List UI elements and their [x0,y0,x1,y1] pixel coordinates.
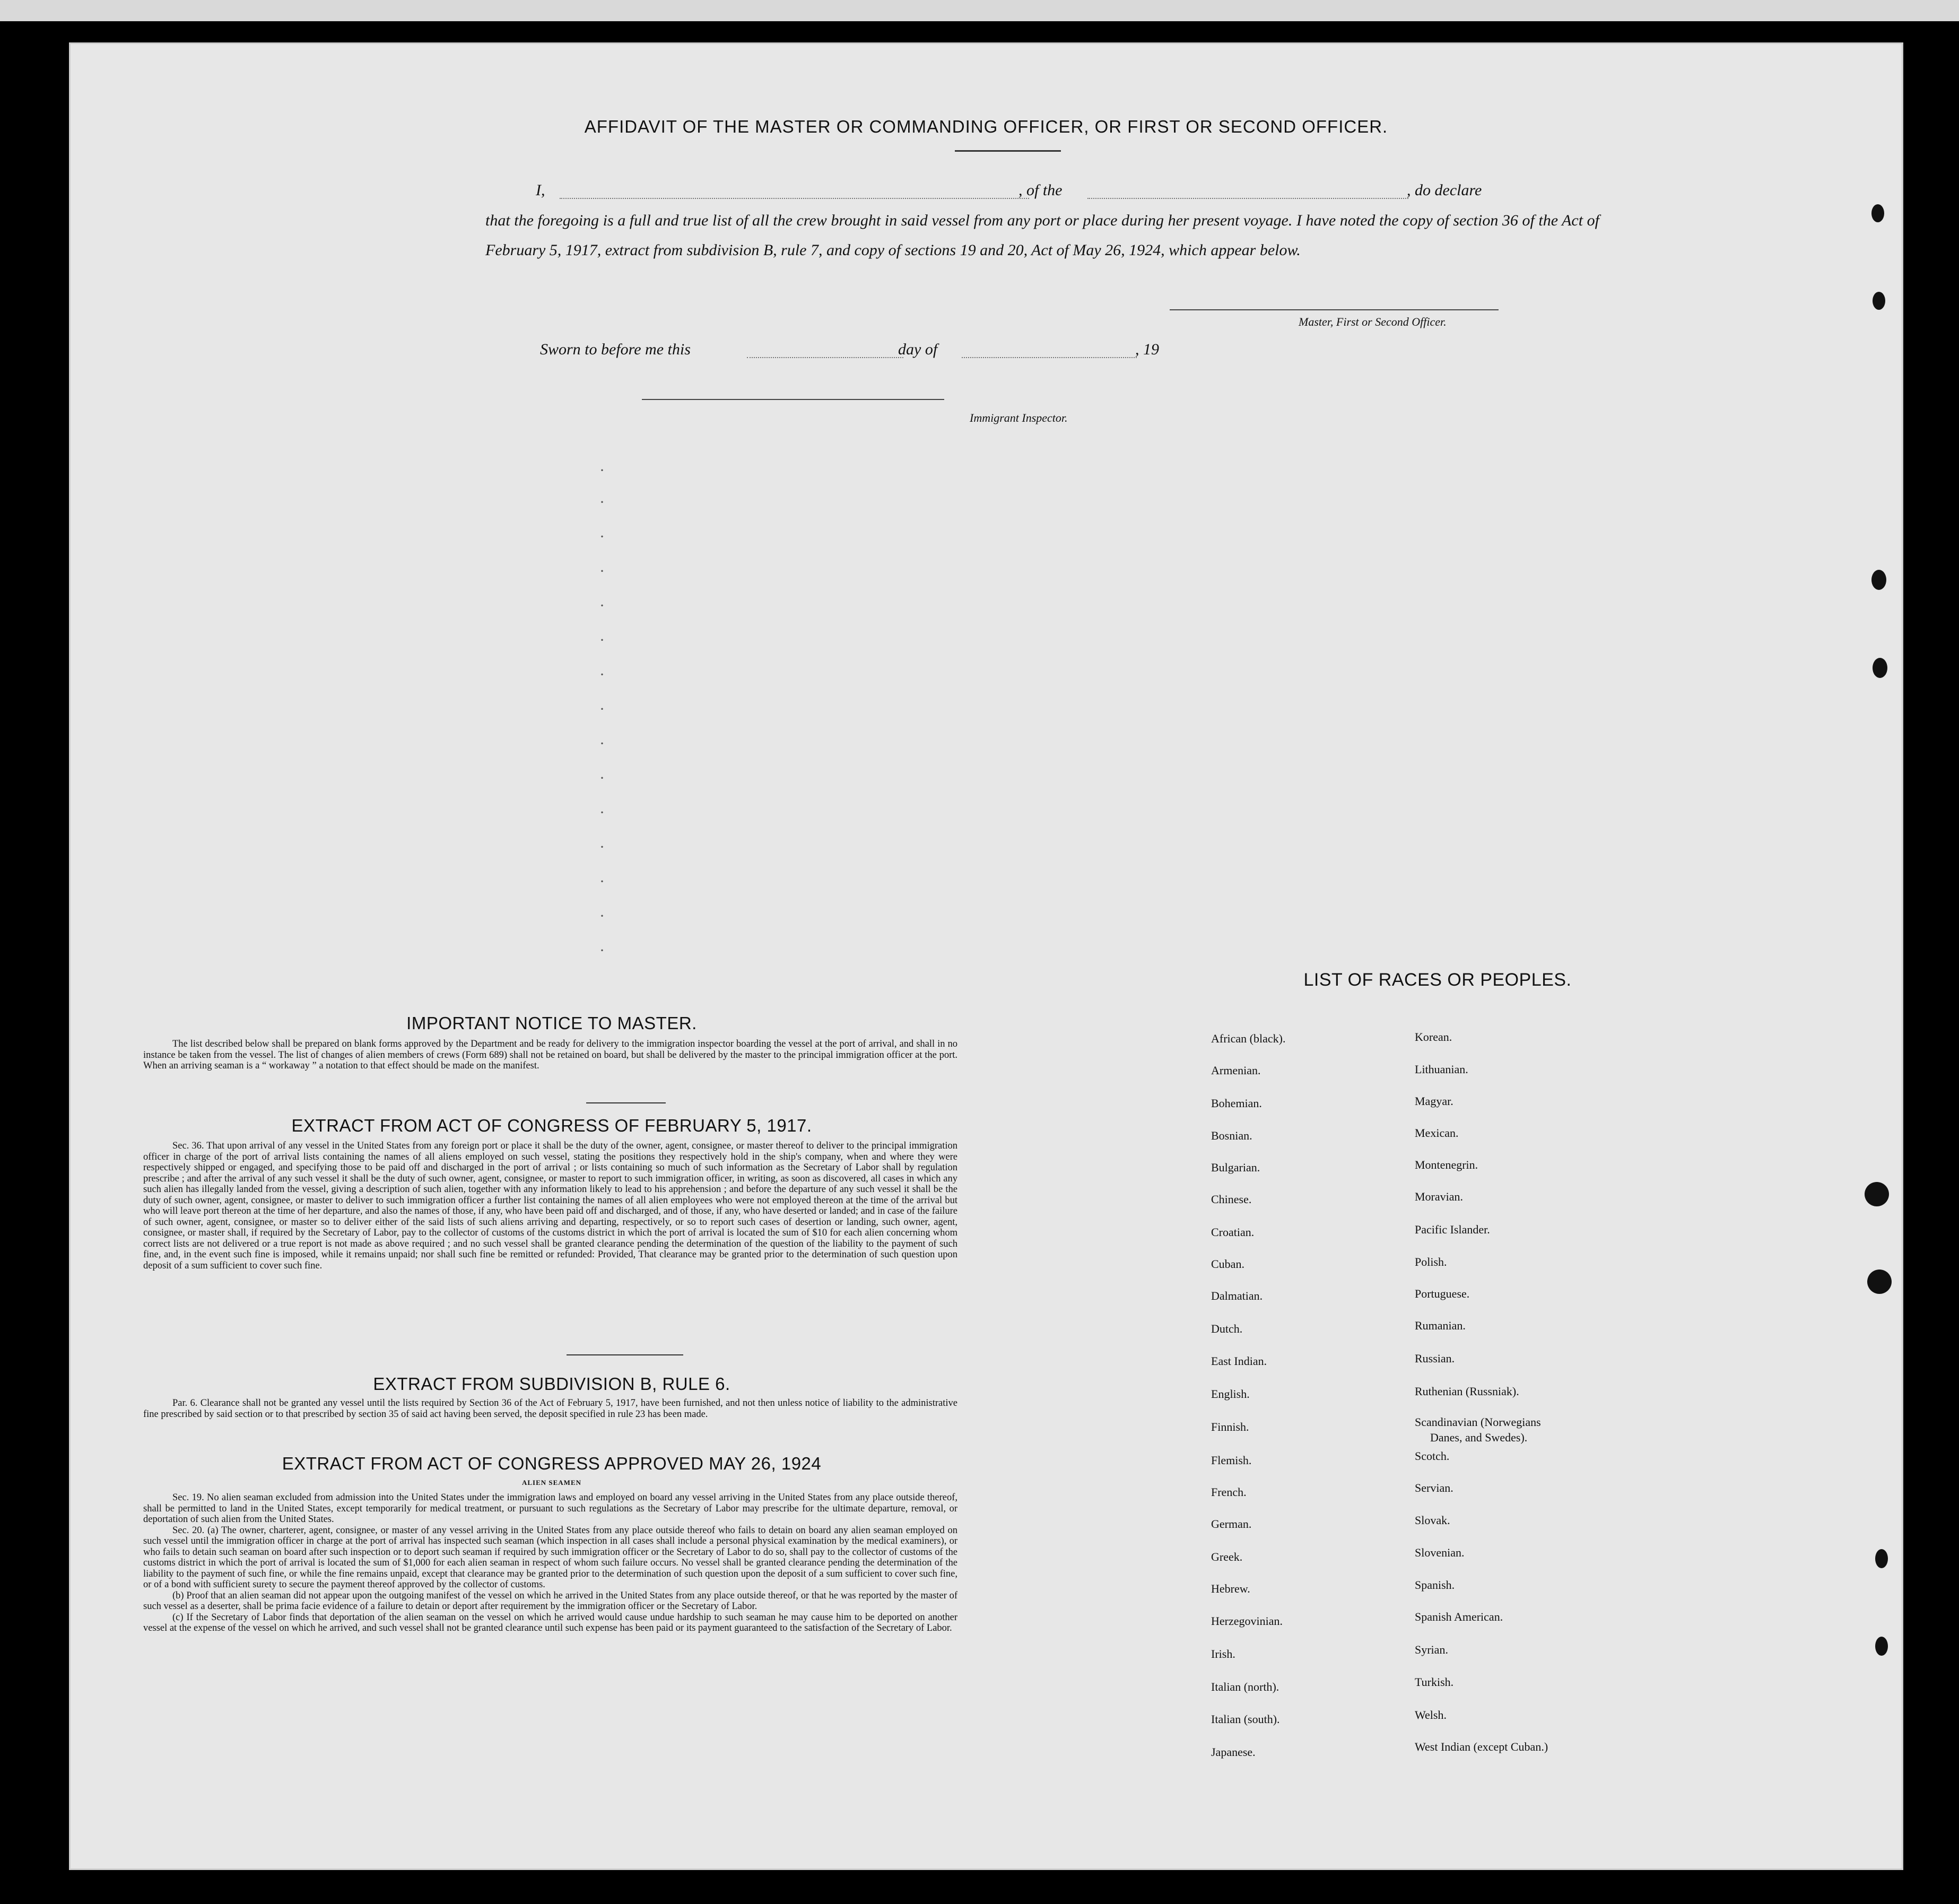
sec-20c-text: (c) If the Secretary of Labor finds that deportation of the alien seaman on the vessel on which he arrived would cause undue hardship to such seaman he may cause him to be deported on another vessel at the expense of the vessel on which he arrived, and such vessel shall not be granted clearance until such expense has been paid or its payment guaranteed to the satisfaction of the Secretary of Labor. [143,1612,957,1633]
affidavit-i: I, [536,181,545,199]
master-label: Master, First or Second Officer. [1299,315,1447,328]
master-signature-line [1170,309,1499,310]
divider-1 [586,1102,666,1103]
race-item: Polish. [1415,1255,1447,1268]
binder-hole [1875,1637,1888,1656]
race-item: African (black). [1211,1032,1286,1045]
top-scan-strip [0,0,1959,21]
race-scandinavian-cont: Danes, and Swedes). [1430,1431,1528,1444]
race-item: Welsh. [1415,1708,1447,1722]
sec-19-text: Sec. 19. No alien seaman excluded from admission into the United States under the immigration laws and employed on board any vessel arriving in the United States from any place outside thereof, shall be permitted to land in the United States, except temporarily for medical treatment, or pursuant to such regulations as the Secretary of Labor may prescribe for the ultimate departure, removal, or deportation of such alien from the United States. [143,1492,957,1525]
race-item: Greek. [1211,1550,1243,1563]
race-item: Ruthenian (Russniak). [1415,1385,1519,1398]
vessel-blank [1087,198,1408,199]
race-item: Spanish. [1415,1578,1455,1592]
binder-hole [1873,658,1887,678]
race-item: Bohemian. [1211,1097,1262,1110]
race-item: Scotch. [1415,1449,1450,1463]
affidavit-title: AFFIDAVIT OF THE MASTER OR COMMANDING OFFICER, OR FIRST OR SECOND OFFICER. [584,117,1388,136]
affidavit-of-the: , of the [1018,181,1063,199]
document-page: AFFIDAVIT OF THE MASTER OR COMMANDING OFFICER, OR FIRST OR SECOND OFFICER. I, , of the , do declare that the foregoing is a full and true list of all the crew brought in said vessel from any port or place during her present voyage. I have noted the copy of section 36 of the Act of February 5, 1917, extract from subdivision B, rule 7, and copy of sections 19 and 20, Act of May 26, 1924, which appear below. Master, First or Second Officer. Sworn to before me this day of , 19 Immigrant Inspector. · · · · · · · · · · · · · · · IMPORTANT NOTICE TO MASTER. The list described below shall be prepared on blank forms approved by the Department and be ready for delivery to the immigration inspector boarding the vessel at the port of arrival, and shall in no instance be taken from the vessel. The list of changes of alien members of crews (Form 689) shall not be retained on board, but shall be delivered by the master to the principal immigration officer at the port. When an arriving seaman is a “ workaway ” a notation to that effect should be made on the manifest. EXTRACT FROM ACT OF CONGRESS OF FEBRUARY 5, 1917. Sec. 36. That upon arrival of any vessel in the United States from any foreign port or place it shall be the duty of the owner, agent, consignee, or master thereof to deliver to the principal immigration officer in charge of the port of arrival lists containing the names of all aliens employed on such vessel, stating the positions they respectively hold in the ship's company, when and where they were respectively shipped or engaged, and specifying those to be paid off and discharged in the port of arrival ; or lists containing so much of such information as the Secretary of Labor shall by regulation prescribe ; and after the arrival of any such vessel it shall be the duty of such owner, agent, consignee, or master to report to such immigration officer, in writing, as soon as discovered, all cases in which any such alien has illegally landed from the vessel, giving a description of such alien, together with any information likely to lead to his apprehension ; and before the departure of any such vessel it shall be the duty of such owner, agent, consignee, or master to deliver to such immigration officer a further list containing the names of all alien employees who were not employed thereon at the time of the arrival but who will leave port thereon at the time of her departure, and also the names of those, if any, who have been paid off and discharged, and of those, if any, who have deserted or landed; and in case of the failure of such owner, agent, consignee, or master so to deliver either of the said lists of such aliens arriving and departing, respectively, or so to report such cases of desertion or landing, such owner, agent, consignee, or master shall, if required by the Secretary of Labor, pay to the collector of customs of the customs district in which the port of arrival is located the sum of $10 for each alien concerning whom correct lists are not delivered or a true report is not made as above required ; and no such vessel shall be granted clearance pending the determination of the question of the liability to the payment of such fine, and, in the event such fine is imposed, while it remains unpaid; nor shall such fine be remitted or refunded: Provided, That clearance may be granted prior to the determination of such question upon deposit of a sum sufficient to cover such fine. EXTRACT FROM SUBDIVISION B, RULE 6. Par. 6. Clearance shall not be granted any vessel until the lists required by Section 36 of the Act of February 5, 1917, have been furnished, and not then unless notice of liability to the administrative fine prescribed by said section or to that prescribed by section 35 of said act having been served, the deposit specified in rule 23 has been made. EXTRACT FROM ACT OF CONGRESS APPROVED MAY 26, 1924 ALIEN SEAMEN Sec. 19. No alien seaman excluded from admission into the United States under the immigration laws and employed on board any vessel arriving in the United States from any place outside thereof, shall be permitted to land in the United States, except temporarily for medical treatment, or pursuant to such regulations as the Secretary of Labor may prescribe for the ultimate departure, removal, or deportation of such alien from the United States. Sec. 20. (a) The owner, charterer, agent, consignee, or master of any vessel arriving in the United States from any place outside thereof who fails to detain on board any alien seaman employed on such vessel until the immigration officer in charge at the port of arrival has inspected such seaman (which inspection in all cases shall include a personal physical examination by the medical examiners), or who fails to detain such seaman on board after such inspection or to deport such seaman if required by such immigration officer or the Secretary of Labor to do so, shall pay to the collector of customs of the customs district in which the port of arrival is located the sum of $1,000 for each alien seaman in respect of whom such failure occurs. No vessel shall be granted clearance pending the determination of the liability to the payment of such fine, or while the fine remains unpaid, except that clearance may be granted prior to the determination of such question upon the deposit of a sum sufficient to cover such fine, or of a bond with sufficient surety to secure the payment thereof approved by the collector of customs. (b) Proof that an alien seaman did not appear upon the outgoing manifest of the vessel on which he arrived in the United States from any place outside thereof, or that he was reported by the master of such vessel as a deserter, shall be prima facie evidence of a failure to detain or deport after requirement by the immigration officer or the Secretary of Labor. (c) If the Secretary of Labor finds that deportation of the alien seaman on the vessel on which he arrived would cause undue hardship to such seaman he may cause him to be deported on another vessel at the expense of the vessel on which he arrived, and such vessel shall not be granted clearance until such expense has been paid or its payment guaranteed to the satisfaction of the Secretary of Labor. LIST OF RACES OR PEOPLES. African (black). Armenian. Bohemian. Bosnian. Bulgarian. Chinese. Croatian. Cuban. Dalmatian. Dutch. East Indian. English. Finnish. Flemish. French. German. Greek. Hebrew. Herzegovinian. Irish. Italian (north). Italian (south). Japanese. Korean. Lithuanian. Magyar. Mexican. Montenegrin. Moravian. Pacific Islander. Polish. Portuguese. Rumanian. Russian. Ruthenian (Russniak). Scandinavian (Norwegians Scotch. Servian. Slovak. Slovenian. Spanish. Spanish American. Syrian. Turkish. Welsh. West Indian (except Cuban.) Danes, and Swedes). [69,42,1903,1870]
race-item: Moravian. [1415,1190,1464,1203]
rule6-text: Par. 6. Clearance shall not be granted any vessel until the lists required by Section 36 of the Act of February 5, 1917, have been furnished, and not then unless notice of liability to the administrative fine prescribed by said section or to that prescribed by section 35 of said act having been served, the deposit specified in rule 23 has been made. [143,1398,957,1420]
title-divider [955,150,1061,152]
race-item: Bulgarian. [1211,1161,1260,1174]
race-item: English. [1211,1387,1250,1401]
day-of-label: day of [898,341,938,358]
race-item: Finnish. [1211,1420,1249,1433]
race-item: Cuban. [1211,1257,1244,1271]
sec-20b-text: (b) Proof that an alien seaman did not appear upon the outgoing manifest of the vessel on which he arrived in the United States from any place outside thereof, or that he was reported by the master of such vessel as a deserter, shall be prima facie evidence of a failure to detain or deport after requirement by the immigration officer or the Secretary of Labor. [143,1590,957,1612]
race-item: Russian. [1415,1352,1455,1365]
race-item: Mexican. [1415,1126,1459,1140]
race-item: German. [1211,1517,1252,1531]
race-item: Herzegovinian. [1211,1614,1283,1628]
race-item: Pacific Islander. [1415,1223,1490,1236]
rule6-title: EXTRACT FROM SUBDIVISION B, RULE 6. [373,1374,730,1394]
affidavit-body: that the foregoing is a full and true list of all the crew brought in said vessel from any port or place during her present voyage. I have noted the copy of section 36 of the Act of February 5, 1917, extract from subdivision B, rule 7, and copy of sections 19 and 20, Act of May 26, 1924, which appear below. [485,212,1599,259]
inspector-label: Immigrant Inspector. [970,411,1068,424]
notice-text: The list described below shall be prepared on blank forms approved by the Department and be ready for delivery to the immigration inspector boarding the vessel at the port of arrival, and shall in no instance be taken from the vessel. The list of changes of alien members of crews (Form 689) shall not be retained on board, but shall be delivered by the master to the principal immigration officer at the port. When an arriving seaman is a “ workaway ” a notation to that effect should be made on the manifest. [143,1039,957,1071]
race-item: Slovak. [1415,1514,1450,1527]
sec-20a-text: Sec. 20. (a) The owner, charterer, agent, consignee, or master of any vessel arriving in the United States from any place outside thereof who fails to detain on board any alien seaman employed on such vessel until the immigration officer in charge at the port of arrival has inspected such seaman (which inspection in all cases shall include a personal physical examination by the medical examiners), or who fails to detain such seaman on board after such inspection or to deport such seaman if required by such immigration officer or the Secretary of Labor to do so, shall pay to the collector of customs of the customs district in which the port of arrival is located the sum of $1,000 for each alien seaman in respect of whom such failure occurs. No vessel shall be granted clearance pending the determination of the liability to the payment of such fine, or while the fine remains unpaid, except that clearance may be granted prior to the determination of such question upon the deposit of a sum sufficient to cover such fine, or of a bond with sufficient surety to secure the payment thereof approved by the collector of customs. [143,1525,957,1590]
race-item: Dalmatian. [1211,1289,1263,1302]
race-item: Irish. [1211,1647,1235,1660]
inspector-signature-line [642,399,944,400]
race-item: Rumanian. [1415,1319,1466,1332]
sworn-label: Sworn to before me this [540,341,691,358]
race-item: Montenegrin. [1415,1158,1478,1171]
affidavit-declare: , do declare [1407,181,1482,199]
race-item: Servian. [1415,1481,1453,1494]
race-item: Armenian. [1211,1064,1261,1077]
race-item: Italian (north). [1211,1680,1279,1693]
race-item: Korean. [1415,1030,1452,1044]
race-item: Italian (south). [1211,1712,1280,1726]
race-item: Syrian. [1415,1643,1448,1656]
notice-title: IMPORTANT NOTICE TO MASTER. [406,1013,697,1033]
binder-hole [1867,1270,1892,1294]
extract-1924-body [143,1492,957,1634]
race-item: Flemish. [1211,1454,1252,1467]
race-item: Lithuanian. [1415,1063,1468,1076]
race-item: Magyar. [1415,1094,1453,1108]
binder-hole [1873,292,1885,310]
race-item: Croatian. [1211,1225,1255,1239]
race-item: Portuguese. [1415,1287,1470,1300]
extract-1917-title: EXTRACT FROM ACT OF CONGRESS OF FEBRUARY 5, 1917. [291,1116,812,1135]
binder-hole [1865,1182,1889,1206]
year-label: , 19 [1135,341,1159,358]
race-item: Chinese. [1211,1193,1252,1206]
race-item: French. [1211,1485,1247,1499]
races-title: LIST OF RACES OR PEOPLES. [1303,970,1572,990]
race-item: Japanese. [1211,1745,1256,1759]
race-item: West Indian (except Cuban.) [1415,1740,1548,1753]
extract-1917-text: Sec. 36. That upon arrival of any vessel in the United States from any foreign port or place it shall be the duty of the owner, agent, consignee, or master thereof to deliver to the principal immigration officer in charge of the port of arrival lists containing the names of all aliens employed on such vessel, stating the positions they respectively hold in the ship's company, when and where they were respectively shipped or engaged, and specifying those to be paid off and discharged in the port of arrival ; or lists containing so much of such information as the Secretary of Labor shall by regulation prescribe ; and after the arrival of any such vessel it shall be the duty of such owner, agent, consignee, or master to report to such immigration officer, in writing, as soon as discovered, all cases in which any such alien has illegally landed from the vessel, giving a description of such alien, together with any information likely to lead to his apprehension ; and before the departure of any such vessel it shall be the duty of such owner, agent, consignee, or master to deliver to such immigration officer a further list containing the names of all alien employees who were not employed thereon at the time of the arrival but who will leave port thereon at the time of her departure, and also the names of those, if any, who have been paid off and discharged, and of those, if any, who have deserted or landed; and in case of the failure of such owner, agent, consignee, or master so to deliver either of the said lists of such aliens arriving and departing, respectively, or so to report such cases of desertion or landing, such owner, agent, consignee, or master shall, if required by the Secretary of Labor, pay to the collector of customs of the customs district in which the port of arrival is located the sum of $10 for each alien concerning whom correct lists are not delivered or a true report is not made as above required ; and no such vessel shall be granted clearance pending the determination of the question of the liability to the payment of such fine, and, in the event such fine is imposed, while it remains unpaid; nor shall such fine be remitted or refunded: Provided, That clearance may be granted prior to the determination of such question upon deposit of a sum sufficient to cover such fine. [143,1141,957,1271]
month-blank [962,357,1137,358]
race-item: Slovenian. [1415,1546,1465,1559]
divider-2 [567,1354,683,1355]
race-item: Turkish. [1415,1675,1454,1689]
name-blank [560,198,1029,199]
race-item: Hebrew. [1211,1582,1250,1595]
race-item: Dutch. [1211,1322,1243,1335]
binder-hole [1875,1549,1888,1568]
extract-1924-title: EXTRACT FROM ACT OF CONGRESS APPROVED MAY 26, 1924 [282,1454,822,1473]
binder-hole [1871,570,1886,590]
race-item: Bosnian. [1211,1129,1252,1142]
race-item: East Indian. [1211,1354,1267,1368]
day-blank [747,357,903,358]
race-item: Spanish American. [1415,1610,1503,1623]
alien-seamen-subtitle: ALIEN SEAMEN [521,1479,582,1486]
race-item: Scandinavian (Norwegians [1415,1415,1541,1429]
binder-hole [1871,204,1884,222]
